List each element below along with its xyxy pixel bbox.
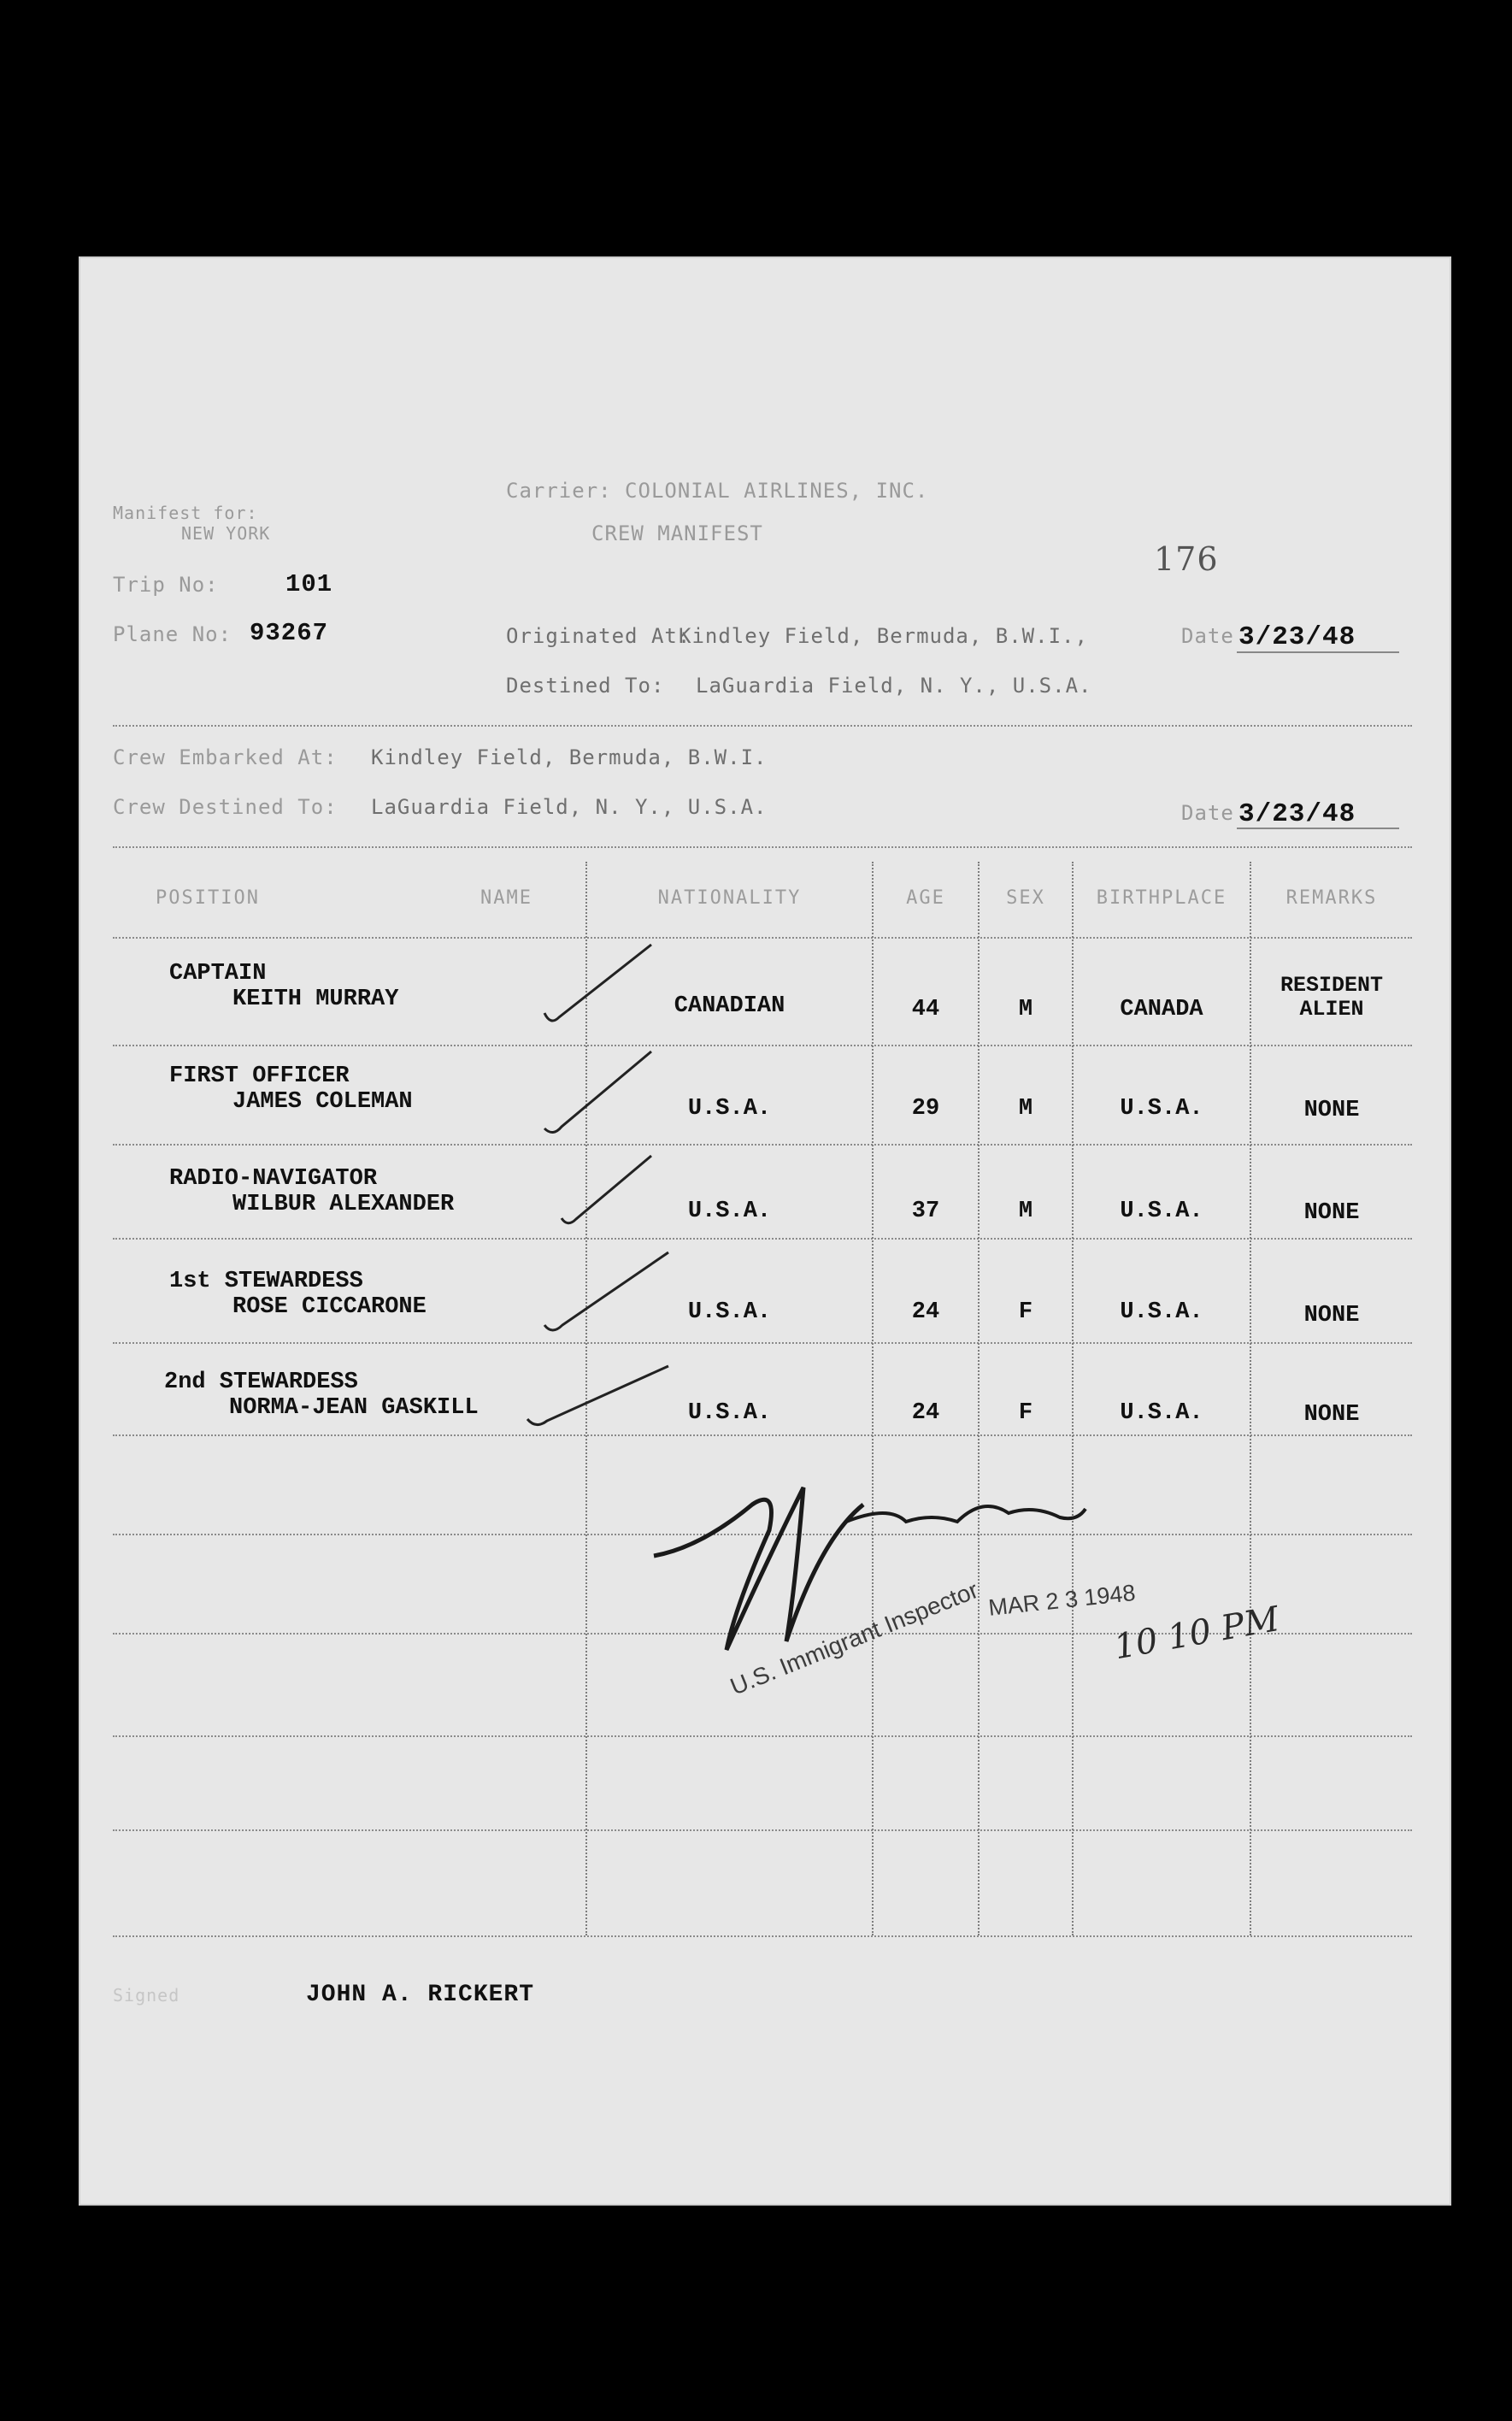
- manifest-for-label: Manifest for:: [113, 503, 258, 523]
- manifest-title: CREW MANIFEST: [591, 521, 763, 545]
- col-nationality: NATIONALITY: [657, 887, 802, 909]
- destined-label: Destined To:: [506, 674, 665, 698]
- row-age: 24: [911, 1400, 940, 1426]
- row-name: WILBUR ALEXANDER: [232, 1192, 455, 1217]
- row-nationality: U.S.A.: [687, 1400, 772, 1426]
- stamp-date: MAR 2 3 1948: [987, 1579, 1137, 1621]
- col-age: AGE: [906, 887, 945, 909]
- plane-label: Plane No:: [113, 622, 232, 646]
- checkmark-icon: [540, 1043, 660, 1146]
- row-sex: F: [1018, 1400, 1033, 1426]
- date-value: 3/23/48: [1238, 622, 1356, 652]
- row-nationality: U.S.A.: [687, 1299, 772, 1325]
- date-label: Date: [1181, 624, 1234, 648]
- row-remarks: NONE: [1303, 1098, 1360, 1123]
- crew-destined-label: Crew Destined To:: [113, 795, 338, 819]
- row-remarks: NONE: [1303, 1303, 1360, 1328]
- row-age: 44: [911, 997, 940, 1022]
- row-position: FIRST OFFICER: [169, 1063, 350, 1089]
- footer-label: Signed: [113, 1985, 180, 2006]
- checkmark-icon: [523, 1359, 677, 1445]
- destined-value: LaGuardia Field, N. Y., U.S.A.: [696, 674, 1092, 698]
- checkmark-icon: [557, 1146, 660, 1240]
- row-birthplace: U.S.A.: [1120, 1199, 1203, 1224]
- trip-value: 101: [285, 570, 333, 598]
- row-birthplace: U.S.A.: [1120, 1096, 1203, 1122]
- col-name: NAME: [480, 887, 532, 909]
- carrier-line: Carrier: COLONIAL AIRLINES, INC.: [506, 479, 929, 503]
- crew-embarked-label: Crew Embarked At:: [113, 745, 338, 769]
- row-birthplace: CANADA: [1120, 997, 1203, 1022]
- crew-embarked-value: Kindley Field, Bermuda, B.W.I.: [371, 745, 768, 769]
- manifest-paper: [79, 256, 1451, 2206]
- row-sex: M: [1018, 1199, 1033, 1224]
- row-position: RADIO-NAVIGATOR: [169, 1166, 378, 1192]
- row-name: JAMES COLEMAN: [232, 1089, 413, 1115]
- row-remarks-2: ALIEN: [1299, 997, 1364, 1022]
- row-remarks: RESIDENT: [1280, 973, 1384, 998]
- row-name: ROSE CICCARONE: [232, 1294, 427, 1320]
- row-nationality: U.S.A.: [687, 1199, 772, 1224]
- inspector-label: U.S. Immigrant Inspector: [727, 1576, 982, 1700]
- row-sex: M: [1018, 1096, 1033, 1122]
- checkmark-icon: [540, 932, 660, 1034]
- row-remarks: NONE: [1303, 1402, 1360, 1428]
- row-name: KEITH MURRAY: [232, 987, 399, 1012]
- crew-destined-value: LaGuardia Field, N. Y., U.S.A.: [371, 795, 768, 819]
- row-position: 2nd STEWARDESS: [164, 1370, 358, 1395]
- row-name: NORMA-JEAN GASKILL: [229, 1395, 479, 1421]
- row-position: CAPTAIN: [169, 961, 267, 987]
- trip-label: Trip No:: [113, 573, 219, 597]
- row-sex: M: [1018, 997, 1033, 1022]
- row-nationality: CANADIAN: [674, 993, 785, 1019]
- row-age: 37: [911, 1199, 940, 1224]
- col-sex: SEX: [1006, 887, 1045, 909]
- row-birthplace: U.S.A.: [1120, 1299, 1203, 1325]
- col-birthplace: BIRTHPLACE: [1096, 887, 1227, 909]
- footer-signed: JOHN A. RICKERT: [306, 1982, 535, 2008]
- row-age: 29: [911, 1096, 940, 1122]
- row-nationality: U.S.A.: [687, 1096, 772, 1122]
- row-sex: F: [1018, 1299, 1033, 1325]
- date2-label: Date: [1181, 801, 1234, 825]
- page-number: 176: [1154, 540, 1219, 578]
- plane-value: 93267: [250, 619, 329, 647]
- row-position: 1st STEWARDESS: [169, 1269, 363, 1294]
- row-remarks: NONE: [1303, 1200, 1360, 1226]
- handwritten-time: 10 10 PM: [1111, 1599, 1283, 1668]
- row-birthplace: U.S.A.: [1120, 1400, 1203, 1426]
- col-remarks: REMARKS: [1285, 887, 1378, 909]
- manifest-for-value: NEW YORK: [181, 523, 271, 544]
- originated-value: Kindley Field, Bermuda, B.W.I.,: [679, 624, 1088, 648]
- col-position: POSITION: [156, 887, 260, 909]
- row-age: 24: [911, 1299, 940, 1325]
- originated-label: Originated At:: [506, 624, 691, 648]
- date2-value: 3/23/48: [1238, 799, 1356, 829]
- checkmark-icon: [540, 1240, 677, 1342]
